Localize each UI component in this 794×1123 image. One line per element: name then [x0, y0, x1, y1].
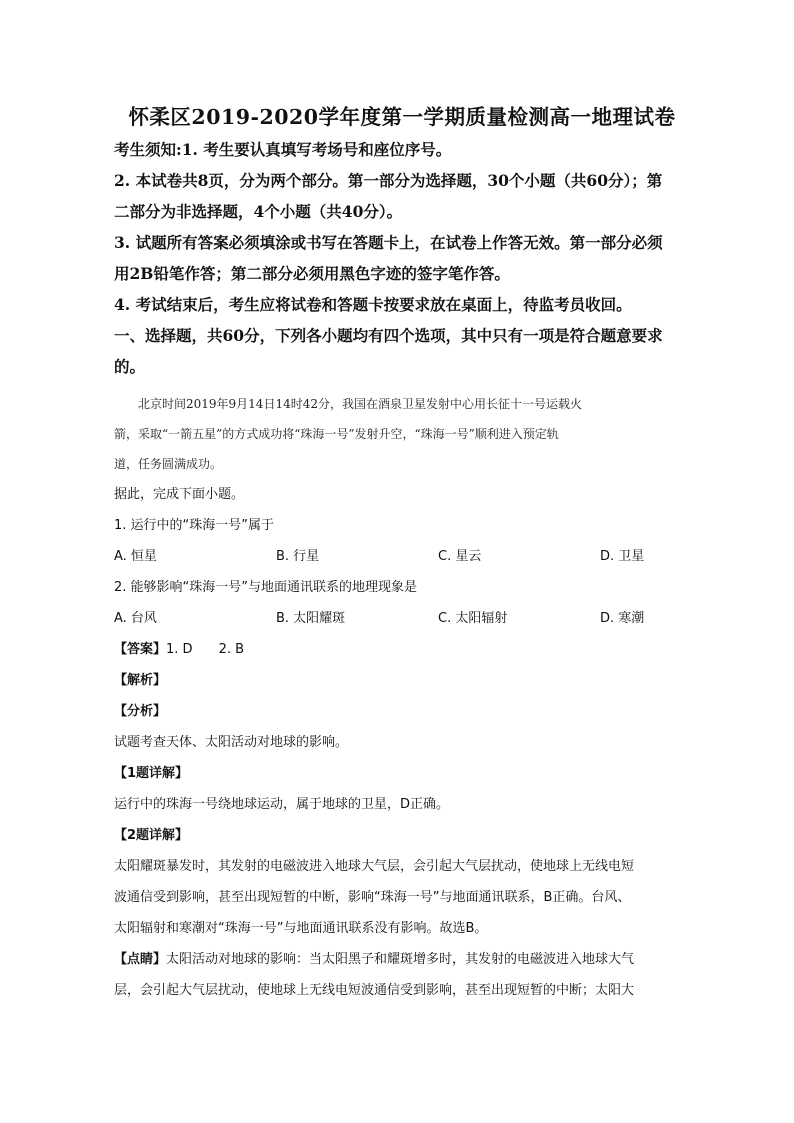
- detail-2-tag: 【2题详解】: [114, 828, 189, 843]
- detail-2-line: 太阳耀斑暴发时，其发射的电磁波进入地球大气层，会引起大气层扰动，使地球上无线电短: [114, 859, 635, 874]
- option-d: D. 卫星: [600, 549, 645, 564]
- notice-line: 2. 本试卷共8页，分为两个部分。第一部分为选择题，30个小题（共60分）；第: [114, 171, 663, 190]
- dianjing-line: 层，会引起大气层扰动，使地球上无线电短波通信受到影响，甚至出现短暂的中断；太阳大: [114, 983, 635, 998]
- answer-line: [114, 634, 684, 665]
- question-2-stem: 2. 能够影响“珠海一号”与地面通讯联系的地理现象是: [114, 580, 418, 595]
- material-line: 道，任务圆满成功。: [114, 457, 223, 471]
- option-c: C. 太阳辐射: [438, 611, 508, 626]
- answer-q2: 2. B: [218, 642, 245, 657]
- dianjing-first-line: [114, 944, 684, 975]
- analysis-tag: 【解析】: [114, 673, 167, 688]
- notice-line: 3. 试题所有答案必须填涂或书写在答题卡上，在试卷上作答无效。第一部分必须: [114, 233, 663, 252]
- question-1-stem: 1. 运行中的“珠海一号”属于: [114, 518, 275, 533]
- exam-page: [114, 100, 684, 1006]
- detail-1-text: 运行中的珠海一号绕地球运动，属于地球的卫星，D正确。: [114, 797, 450, 812]
- option-d: D. 寒潮: [600, 611, 645, 626]
- detail-2-line: 波通信受到影响，甚至出现短暂的中断，影响“珠海一号”与地面通讯联系，B正确。台风、: [114, 890, 631, 905]
- answer-q1: 1. D: [166, 642, 193, 657]
- question-prompt: 据此，完成下面小题。: [114, 487, 245, 502]
- exam-notice: [114, 134, 684, 320]
- question-1-options: [114, 541, 684, 572]
- option-b: B. 行星: [276, 549, 320, 564]
- section-heading: [114, 320, 684, 382]
- fenxi-text: 试题考查天体、太阳活动对地球的影响。: [114, 735, 349, 750]
- fenxi-tag: 【分析】: [114, 704, 167, 719]
- question-2-options: [114, 603, 684, 634]
- option-a: A. 恒星: [114, 549, 157, 564]
- answer-tag: 【答案】: [114, 642, 167, 657]
- exam-title: 怀柔区2019-2020学年度第一学期质量检测高一地理试卷: [128, 105, 676, 129]
- notice-line: 4. 考试结束后，考生应将试卷和答题卡按要求放在桌面上，待监考员收回。: [114, 295, 632, 314]
- option-a: A. 台风: [114, 611, 157, 626]
- option-b: B. 太阳耀斑: [276, 611, 346, 626]
- dianjing-tag: 【点睛】: [114, 952, 167, 967]
- material-line: 箭，采取“一箭五星”的方式成功将“珠海一号”发射升空，“珠海一号”顺利进入预定轨: [114, 427, 559, 441]
- detail-2-line: 太阳辐射和寒潮对“珠海一号”与地面通讯联系没有影响。故选B。: [114, 921, 488, 936]
- notice-line: 用2B铅笔作答；第二部分必须用黑色字迹的签字笔作答。: [114, 264, 510, 283]
- material-passage: [114, 389, 684, 479]
- section-heading-line: 的。: [114, 357, 146, 376]
- notice-line: 考生须知:1. 考生要认真填写考场号和座位序号。: [114, 140, 452, 159]
- detail-1-tag: 【1题详解】: [114, 766, 189, 781]
- notice-line: 二部分为非选择题，4个小题（共40分）。: [114, 202, 403, 221]
- section-heading-line: 一、选择题，共60分，下列各小题均有四个选项，其中只有一项是符合题意要求: [114, 326, 663, 345]
- dianjing-text: 太阳活动对地球的影响：当太阳黑子和耀斑增多时，其发射的电磁波进入地球大气: [166, 952, 635, 967]
- option-c: C. 星云: [438, 549, 482, 564]
- material-line: 北京时间2019年9月14日14时42分，我国在酒泉卫星发射中心用长征十一号运载火: [138, 397, 582, 411]
